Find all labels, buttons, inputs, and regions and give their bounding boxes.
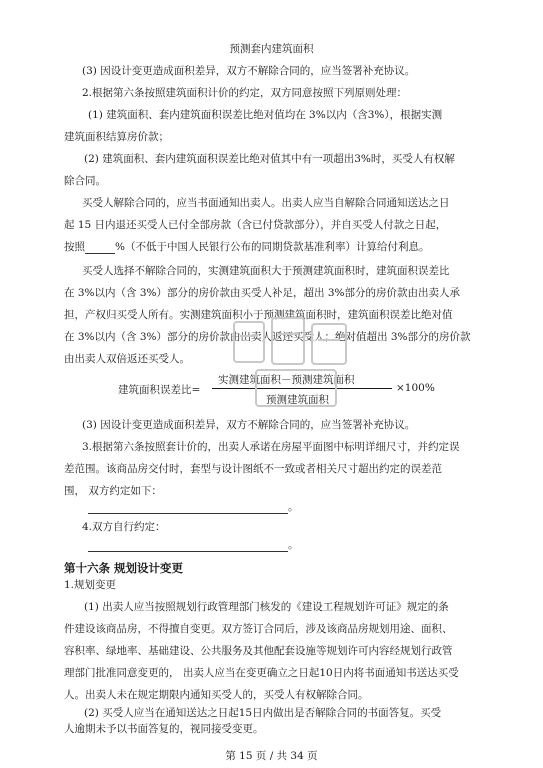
- paragraph-line: 在 3%以内（含 3%）部分的房价款由出卖人返还买受人；绝对值超出 3%部分的房价款: [64, 331, 471, 343]
- watermark-stamp-icon: [216, 300, 376, 430]
- text-segment: 。: [288, 539, 299, 551]
- paragraph-line-with-blank: [64, 240, 429, 254]
- paragraph-line: 3.根据第六条按照套计价的，出卖人承诺在房屋平面图中标明详细尺寸，并约定误: [82, 441, 460, 453]
- paragraph-line: 买受人选择不解除合同的，实测建筑面积大于预测建筑面积时，建筑面积误差比: [82, 265, 450, 277]
- paragraph-line: (2) 买受人应当在通知送达之日起15日内做出是否解除合同的书面答复。买受: [84, 707, 442, 719]
- self-agreement-blank-line: [88, 538, 299, 552]
- formula-denominator: 预测建筑面积: [266, 394, 329, 406]
- section-heading: 第十六条 规划设计变更: [64, 561, 184, 575]
- agreement-blank[interactable]: [88, 502, 288, 514]
- paragraph-line: 在 3%以内（含 3%）部分的房价款由买受人补足，超出 3%部分的房价款由出卖人承: [64, 287, 460, 299]
- paragraph-line: (1) 出卖人应当按照规划行政管理部门核发的《建设工程规划许可证》规定的条: [84, 601, 449, 613]
- paragraph-line: 担，产权归买受人所有。实测建筑面积小于预测建筑面积时，建筑面积误差比绝对值: [64, 309, 453, 321]
- paragraph-line: 人。出卖人未在规定期限内通知买受人的，买受人有权解除合同。: [64, 689, 369, 701]
- agreement-blank-line: [88, 500, 299, 514]
- paragraph-line: (2) 建筑面积、套内建筑面积误差比绝对值其中有一项超出3%时，买受人有权解: [84, 153, 455, 165]
- page-footer: 第 15 页 / 共 34 页: [225, 750, 318, 762]
- interest-rate-blank[interactable]: [85, 242, 115, 254]
- paragraph-line: (3) 因设计变更造成面积差异，双方不解除合同的，应当签署补充协议。: [82, 65, 416, 77]
- formula-rhs: ×100%: [396, 382, 435, 394]
- formula-numerator: 实测建筑面积－预测建筑面积: [218, 374, 355, 386]
- paragraph-line: 容积率、绿地率、基础建设、公共服务及其他配套设施等规划许可内容经规划行政管: [64, 645, 453, 657]
- paragraph-line: 建筑面积结算房价款；: [64, 131, 169, 143]
- paragraph-line: 除合同。: [64, 175, 106, 187]
- text-segment: 按照: [64, 241, 85, 253]
- paragraph-line: (1) 建筑面积、套内建筑面积误差比绝对值均在 3%以内（含3%），根据实测: [88, 109, 443, 121]
- text-segment: %（不低于中国人民银行公布的同期贷款基准利率）计算给付利息。: [115, 241, 430, 253]
- text-segment: 。: [288, 501, 299, 513]
- paragraph-line: 差范围。该商品房交付时，套型与设计图纸不一致或者相关尺寸超出约定的误差范: [64, 463, 442, 475]
- paragraph-line: (3) 因设计变更造成面积差异，双方不解除合同的，应当签署补充协议。: [82, 419, 416, 431]
- paragraph-line: 2.根据第六条按照建筑面积计价的约定，双方同意按照下列原则处理：: [82, 87, 408, 99]
- self-agreement-blank[interactable]: [88, 540, 288, 552]
- paragraph-line: 件建设该商品房，不得擅自变更。双方签订合同后，涉及该商品房规划用途、面积、: [64, 623, 453, 635]
- paragraph-line: 1.规划变更: [64, 579, 117, 591]
- paragraph-line: 人逾期未予以书面答复的，视同接受变更。: [64, 723, 264, 735]
- paragraph-line: 4.双方自行约定：: [82, 521, 166, 533]
- paragraph-line: 起 15 日内退还买受人已付全部房款（含已付贷款部分），并自买受人付款之日起，: [64, 219, 447, 231]
- paragraph-line: 买受人解除合同的，应当书面通知出卖人。出卖人应当自解除合同通知送达之日: [82, 197, 450, 209]
- paragraph-line: 围， 双方约定如下：: [64, 485, 162, 497]
- top-center-line: 预测套内建筑面积: [229, 43, 314, 55]
- formula-lhs: 建筑面积误差比=: [118, 384, 201, 396]
- paragraph-line: 由出卖人双倍返还买受人。: [64, 353, 190, 365]
- paragraph-line: 理部门批准同意变更的， 出卖人应当在变更确立之日起10日内将书面通知书送达买受: [64, 667, 459, 679]
